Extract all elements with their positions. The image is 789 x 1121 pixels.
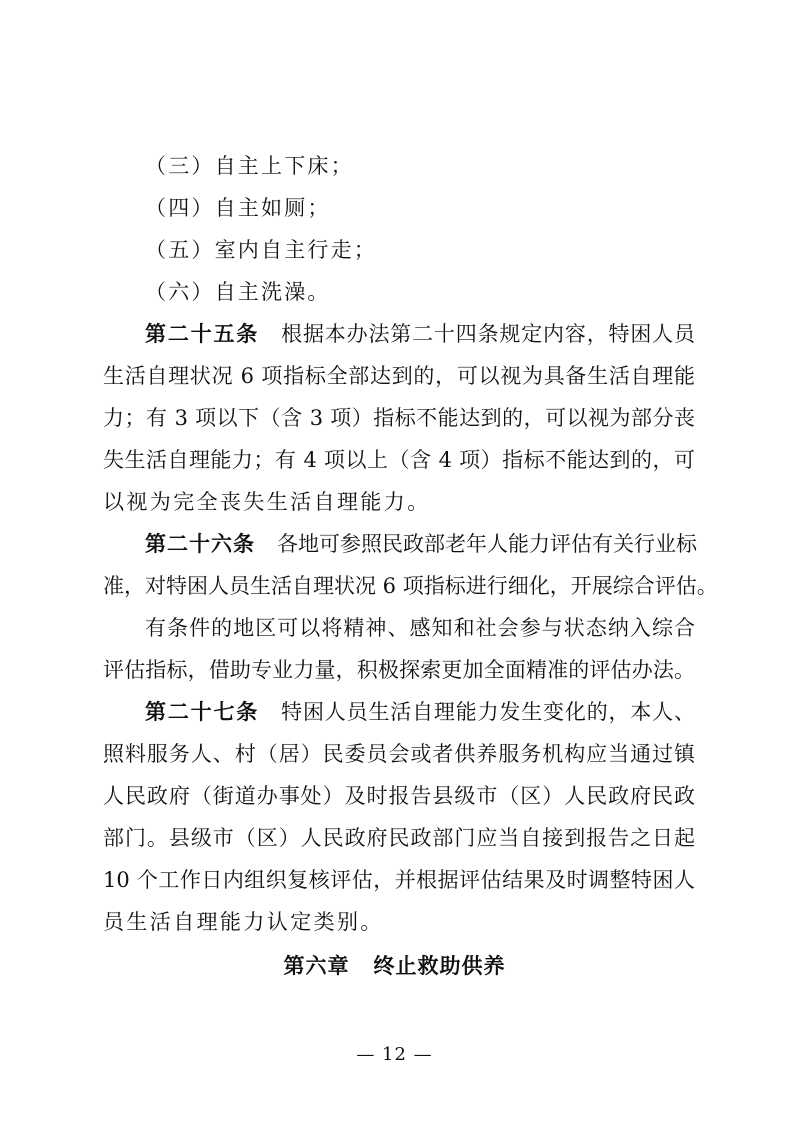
article-25-last-line: 以视为完全丧失生活自理能力。 <box>103 490 431 514</box>
article-25-line: 生活自理状况 6 项指标全部达到的，可以视为具备生活自理能 <box>103 364 695 388</box>
article-27-line: 部门。县级市（区）人民政府民政部门应当自接到报告之日起 <box>103 826 695 850</box>
article-27-line: 照料服务人、村（居）民委员会或者供养服务机构应当通过镇 <box>103 742 695 766</box>
article-text: 根据本办法第二十四条规定内容，特困人员 <box>281 322 696 346</box>
chapter-title: 终止救助供养 <box>373 954 506 978</box>
paragraph-last-line: 评估指标，借助专业力量，积极探索更加全面精准的评估办法。 <box>103 658 695 682</box>
chapter-number: 第六章 <box>283 954 350 978</box>
article-27-first-line <box>145 699 695 725</box>
article-27-line: 人民政府（街道办事处）及时报告县级市（区）人民政府民政 <box>103 784 695 808</box>
article-text: 特困人员生活自理能力发生变化的，本人、 <box>281 700 696 724</box>
page-number: — 12 — <box>356 1044 433 1065</box>
list-item: （三）自主上下床； <box>145 154 354 178</box>
list-item: （五）室内自主行走； <box>145 238 377 262</box>
article-label: 第二十六条 <box>145 532 255 556</box>
article-25-line: 失生活自理能力；有 4 项以上（含 4 项）指标不能达到的，可 <box>103 448 695 472</box>
article-label: 第二十五条 <box>145 322 260 346</box>
article-25-first-line <box>145 321 695 347</box>
article-25-line: 力；有 3 项以下（含 3 项）指标不能达到的，可以视为部分丧 <box>103 406 695 430</box>
article-26-first-line <box>145 531 695 557</box>
article-27-line: 10 个工作日内组织复核评估，并根据评估结果及时调整特困人 <box>103 868 695 892</box>
article-label: 第二十七条 <box>145 700 260 724</box>
article-26-last-line: 准，对特困人员生活自理状况 6 项指标进行细化，开展综合评估。 <box>103 574 718 598</box>
chapter-heading <box>0 953 789 979</box>
list-item: （六）自主洗澡。 <box>145 280 331 304</box>
list-item: （四）自主如厕； <box>145 196 331 220</box>
paragraph-first-line: 有条件的地区可以将精神、感知和社会参与状态纳入综合 <box>145 616 695 640</box>
article-text: 各地可参照民政部老年人能力评估有关行业标 <box>277 532 697 556</box>
article-27-last-line: 员生活自理能力认定类别。 <box>103 910 384 934</box>
